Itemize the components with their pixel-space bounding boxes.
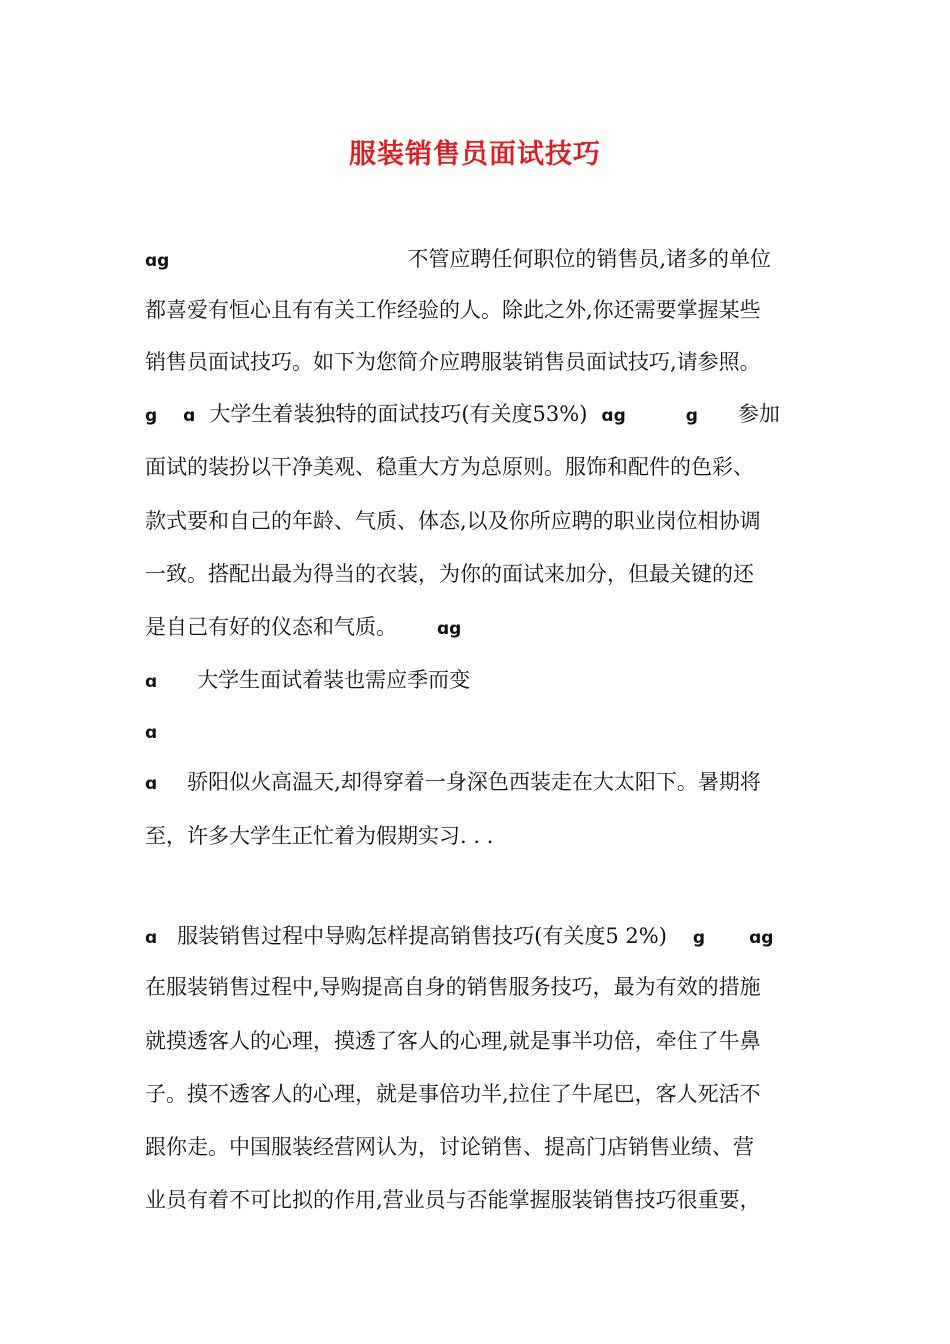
line-text: 服装销售过程中导购怎样提高销售技巧(有关度5 2%) (177, 924, 667, 948)
paragraph-line: 在服装销售过程中,导购提高自身的销售服务技巧，最为有效的措施 (145, 975, 761, 999)
line-text: 是自己有好的仪态和气质。 (145, 615, 397, 639)
paragraph-line: 业员有着不可比拟的作用,营业员与否能掌握服装销售技巧很重要， (145, 1188, 761, 1212)
paragraph-line: 都喜爱有恒心且有有关工作经验的人。除此之外,你还需要掌握某些 (145, 298, 761, 322)
bullet-mark: g (145, 406, 158, 426)
bullet-mark: ɑ (183, 406, 196, 426)
paragraph-line: 子。摸不透客人的心理，就是事倍功半,拉住了牛尾巴，客人死活不 (145, 1082, 761, 1106)
document-title: 服装销售员面试技巧 (349, 139, 601, 170)
paragraph-line (145, 920, 815, 952)
bullet-mark: g (685, 406, 698, 426)
paragraph-line (145, 243, 815, 275)
bullet-mark: ɑ (145, 723, 158, 743)
bullet-mark: ɑ (145, 774, 158, 794)
bullet-mark: ɑg (145, 251, 170, 271)
paragraph-line (145, 398, 815, 430)
paragraph-line: 跟你走。中国服装经营网认为，讨论销售、提高门店销售业绩、营 (145, 1135, 754, 1159)
line-text: 大学生着装独特的面试技巧(有关度53%) (209, 402, 588, 426)
line-text: 参加 (737, 402, 780, 426)
bullet-mark: g (692, 928, 706, 948)
bullet-mark: ɑg (601, 406, 626, 426)
paragraph-line (145, 664, 815, 696)
bullet-mark: ɑg (749, 928, 774, 948)
paragraph-line: 至，许多大学生正忙着为假期实习. . . (145, 824, 494, 848)
paragraph-line: 一致。搭配出最为得当的衣装，为你的面试来加分，但最关键的还 (145, 562, 754, 586)
bullet-mark: ɑ (145, 928, 158, 948)
paragraph-line (145, 715, 815, 747)
paragraph-line: 就摸透客人的心理，摸透了客人的心理,就是事半功倍，牵住了牛鼻 (145, 1029, 761, 1053)
line-text: 大学生面试着装也需应季而变 (197, 668, 471, 692)
line-text: 不管应聘任何职位的销售员,诸多的单位 (407, 247, 772, 271)
paragraph-line: 销售员面试技巧。如下为您简介应聘服装销售员面试技巧,请参照。 (145, 350, 761, 374)
paragraph-line: 款式要和自己的年龄、气质、体态,以及你所应聘的职业岗位相协调 (145, 509, 761, 533)
paragraph-line (145, 611, 815, 643)
bullet-mark: ɑg (437, 619, 462, 639)
paragraph-line (145, 766, 815, 798)
bullet-mark: ɑ (145, 672, 158, 692)
paragraph-line: 面试的装扮以干净美观、稳重大方为总原则。服饰和配件的色彩、 (145, 455, 754, 479)
line-text: 骄阳似火高温天,却得穿着一身深色西装走在大太阳下。暑期将 (187, 770, 761, 794)
